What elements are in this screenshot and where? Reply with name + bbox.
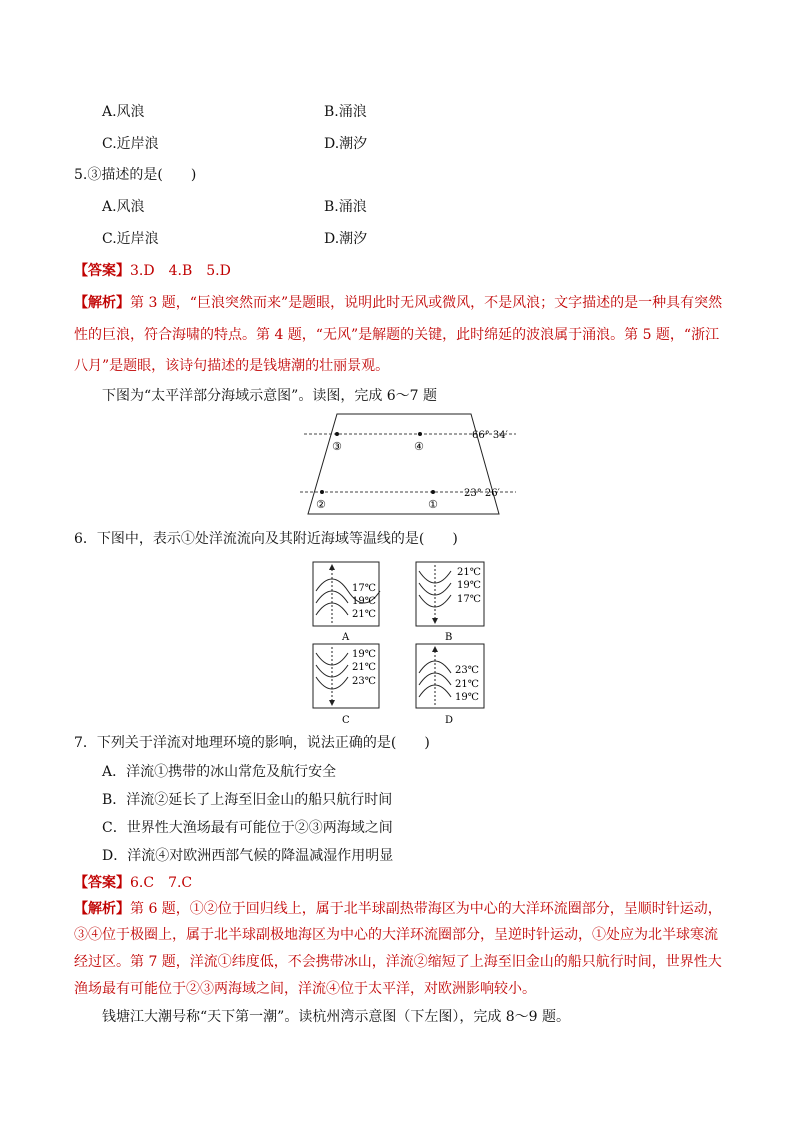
analysis2-line4: 渔场最有可能位于②③两海域之间，洋流④位于太平洋，对欧洲影响较小。 (74, 981, 536, 997)
q7-option-d: D．洋流④对欧洲西部气候的降温减湿作用明显 (102, 848, 394, 864)
map-label-3: ③ (332, 440, 342, 453)
q4-option-d: D.潮汐 (324, 136, 368, 152)
panel-d-label: D (445, 715, 454, 726)
map-label-2: ② (316, 498, 326, 511)
map-label-4: ④ (414, 440, 424, 453)
panel-a-t1: 17℃ (352, 583, 376, 594)
panel-c-t1: 19℃ (352, 649, 376, 660)
map-label-1: ① (428, 498, 438, 511)
panel-b-label: B (445, 632, 453, 643)
pacific-map-figure (296, 412, 526, 516)
map-lat-top: 66° 34′ (472, 430, 508, 441)
q5-option-b: B.涌浪 (324, 199, 367, 215)
q5-option-a: A.风浪 (102, 199, 145, 215)
map-lat-bottom: 23° 26′ (464, 488, 500, 499)
analysis1-line2: 性的巨浪，符合海啸的特点。第 4 题，“无风”是解题的关键，此时绵延的波浪属于涌浪。第 5 题，“浙江 (74, 327, 720, 343)
panel-a (312, 561, 382, 643)
panel-d-t1: 23℃ (455, 665, 479, 676)
q7-option-c: C．世界性大渔场最有可能位于②③两海域之间 (102, 820, 393, 836)
panel-b-t3: 17℃ (457, 594, 481, 605)
panel-d-t3: 19℃ (455, 692, 479, 703)
point-4-dot (418, 432, 422, 436)
analysis2-line1 (74, 899, 722, 919)
panel-b-t1: 21℃ (457, 567, 481, 578)
q7-option-a: A．洋流①携带的冰山常危及航行安全 (102, 764, 337, 780)
panel-d-t2: 21℃ (455, 679, 479, 690)
q6-stem: 6．下图中，表示①处洋流流向及其附近海域等温线的是( ) (74, 531, 458, 547)
answer-label: 【答案】 (74, 263, 130, 279)
q4-option-b: B.涌浪 (324, 104, 367, 120)
analysis2-label: 【解析】 (74, 901, 130, 917)
analysis1-line1 (74, 293, 722, 313)
analysis2-text1: 第 6 题，①②位于回归线上，属于北半球副热带海区为中心的大洋环流圈部分，呈顺时针运动， (130, 901, 722, 917)
q4-option-c: C.近岸浪 (102, 136, 159, 152)
analysis-label: 【解析】 (74, 295, 130, 311)
panel-b-t2: 19℃ (457, 580, 481, 591)
panel-c-t3: 23℃ (352, 676, 376, 687)
answer-block-2 (74, 873, 192, 893)
answer2-label: 【答案】 (74, 875, 130, 891)
analysis1-line3: 八月”是题眼，该诗句描述的是钱塘潮的壮丽景观。 (74, 358, 390, 374)
panel-c-t2: 21℃ (352, 662, 376, 673)
q7-option-b: B．洋流②延长了上海至旧金山的船只航行时间 (102, 792, 393, 808)
panel-a-t2: 19℃ (352, 596, 376, 607)
intro-8-9: 钱塘江大潮号称“天下第一潮”。读杭州湾示意图（下左图），完成 8～9 题。 (102, 1009, 571, 1025)
q4-option-a: A.风浪 (102, 104, 145, 120)
intro-6-7: 下图为“太平洋部分海域示意图”。读图，完成 6～7 题 (102, 388, 438, 404)
map-trapezoid (308, 414, 499, 514)
answer2-text: 6.C 7.C (130, 875, 193, 891)
analysis2-line2: ③④位于极圈上，属于北半球副极地海区为中心的大洋环流圈部分，呈逆时针运动，①处应为北半球寒流 (74, 927, 718, 943)
q5-option-d: D.潮汐 (324, 231, 368, 247)
panel-b (415, 561, 487, 643)
analysis2-line3: 经过区。第 7 题，洋流①纬度低，不会携带冰山，洋流②缩短了上海至旧金山的船只航行时间，世界性大 (74, 954, 722, 970)
panel-c-label: C (342, 715, 350, 726)
analysis1-text1: 第 3 题，“巨浪突然而来”是题眼，说明此时无风或微风，不是风浪；文字描述的是一种具有突然 (130, 295, 723, 311)
point-1-dot (431, 490, 435, 494)
q7-stem: 7．下列关于洋流对地理环境的影响，说法正确的是( ) (74, 735, 430, 751)
point-2-dot (320, 490, 324, 494)
panel-d (415, 643, 487, 727)
answer-block-1 (74, 261, 231, 281)
q5-option-c: C.近岸浪 (102, 231, 159, 247)
panel-c (312, 643, 382, 727)
q5-stem: 5.③描述的是( ) (74, 167, 197, 183)
panel-a-t3: 21℃ (352, 609, 376, 620)
panel-a-label: A (342, 632, 350, 643)
point-3-dot (335, 432, 339, 436)
answer-text: 3.D 4.B 5.D (130, 263, 231, 279)
